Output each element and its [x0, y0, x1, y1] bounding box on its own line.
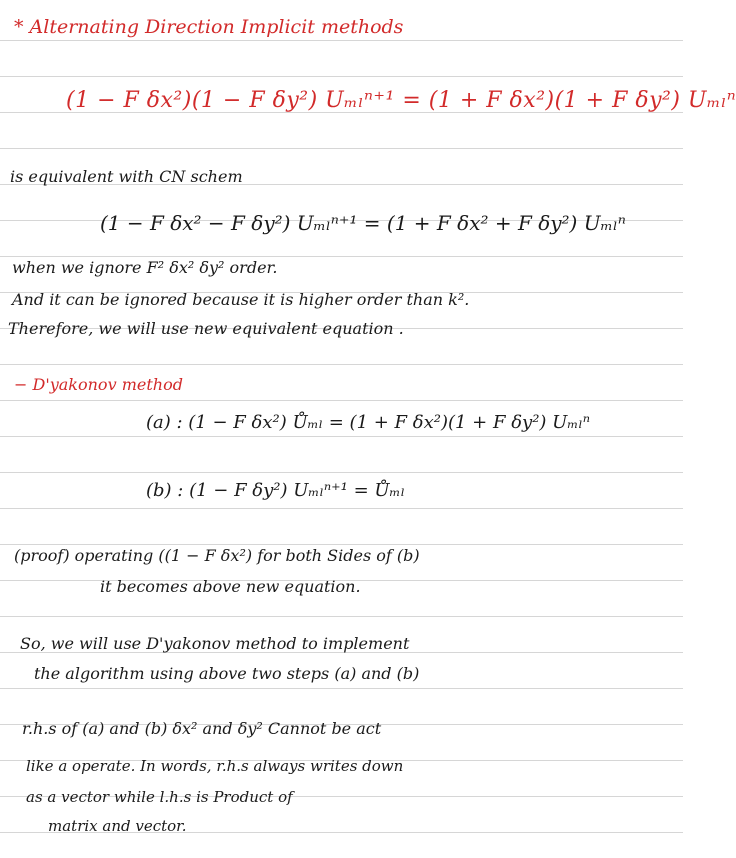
step-b-equation: (b) : (1 − F δy²) Uₘₗⁿ⁺¹ = Ůₘₗ [146, 480, 405, 501]
proof-line-1: (proof) operating ((1 − F δx²) for both Sides of (b) [14, 546, 420, 565]
rhs-line-2: like a operate. In words, r.h.s always writes down [26, 757, 404, 775]
equivalence-statement: is equivalent with CN schem [10, 167, 243, 186]
so-line-1: So, we will use D'yakonov method to implement [20, 634, 410, 653]
higher-order-line: And it can be ignored because it is higher order than k². [12, 290, 470, 309]
rhs-line-4: matrix and vector. [48, 817, 187, 835]
cn-equation: (1 − F δx² − F δy²) Uₘₗⁿ⁺¹ = (1 + F δx² + F δy²) Uₘₗⁿ [100, 211, 626, 235]
rhs-line-1: r.h.s of (a) and (b) δx² and δy² Cannot be act [22, 719, 382, 738]
adi-equation: (1 − F δx²)(1 − F δy²) Uₘₗⁿ⁺¹ = (1 + F δx²)(1 + F δy²) Uₘₗⁿ [66, 88, 736, 113]
ignore-order-line: when we ignore F² δx² δy² order. [12, 258, 278, 277]
so-line-2: the algorithm using above two steps (a) and (b) [34, 664, 420, 683]
section-heading: * Alternating Direction Implicit methods [14, 16, 404, 38]
therefore-line: Therefore, we will use new equivalent equation . [8, 319, 404, 338]
dyakonov-heading: − D'yakonov method [14, 375, 183, 394]
rhs-line-3: as a vector while l.h.s is Product of [26, 788, 293, 806]
proof-line-2: it becomes above new equation. [100, 577, 361, 596]
step-a-equation: (a) : (1 − F δx²) Ůₘₗ = (1 + F δx²)(1 + F δy²) Uₘₗⁿ [146, 412, 591, 433]
